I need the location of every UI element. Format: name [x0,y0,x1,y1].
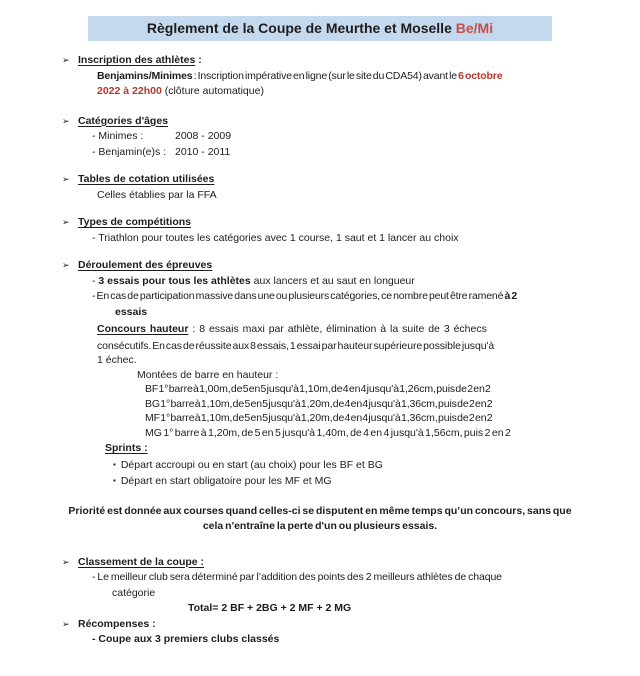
sprints-heading: Sprints : [105,442,148,454]
square-bullet-icon: ▪ [113,476,116,485]
height-bar-progression-mf: MF 1° barre à 1,10m, de 5 en 5 jusqu'à 1,20m, de 4 en 4 jusqu'à 1,36cm, puis de 2 en 2 [145,412,493,424]
inscription-body-line-1 [97,69,552,85]
heading-text: Déroulement des épreuves [78,259,213,271]
section-heading-cotation [62,172,640,188]
inscription-lead: Benjamins/Minimes [97,69,193,82]
hauteur-label: Concours hauteur [97,323,189,335]
item-bold: 3 essais pour tous les athlètes [98,274,251,287]
arrow-bullet-icon: ➢ [62,174,70,184]
arrow-bullet-icon: ➢ [62,55,70,65]
height-bar-progression-mg: MG 1° barre à 1,20m, de 5 en 5 jusqu'à 1,40m, de 4 en 4 jusqu'à 1,56cm, puis 2 en 2 [145,426,511,439]
heading-line [78,258,212,274]
item-text: - En cas de participation massive dans une ou plusieurs catégories, ce nombre peut être ramené [92,290,505,302]
recompenses-body: - Coupe aux 3 premiers clubs classés [92,633,280,645]
section-heading-inscription [62,53,640,69]
heading-text: Types de compétitions [78,216,191,228]
category-label: - Benjamin(e)s : [92,145,167,158]
title-bar [88,16,552,41]
arrow-bullet-icon: ➢ [62,618,70,629]
doc-title-accent: Be/Mi [455,20,494,36]
heading-text: Catégories d'âges [78,114,169,127]
classement-body-line-1: - Le meilleur club sera déterminé par l’addition des points des 2 meilleurs athlètes de chaque [92,571,502,583]
sprint-item-text: Départ en start obligatoire pour les MF et MG [120,475,332,487]
sprint-item-1 [113,457,640,474]
sprint-item-text: Départ accroupi ou en start (au choix) pour les BF et BG [120,458,383,471]
category-years: 2010 - 2011 [175,145,231,158]
category-row-minimes [92,129,640,145]
hauteur-paragraph-line-3: 1 échec. [97,354,137,366]
arrow-bullet-icon: ➢ [62,556,70,567]
hauteur-paragraph-line-2: consécutifs. En cas de réussite aux 8 essais, 1 essai par hauteur supérieure possible jusqu'à [97,339,495,352]
arrow-bullet-icon: ➢ [62,260,70,270]
montees-label: Montées de barre en hauteur : [137,368,279,381]
priority-note-line-2: cela n'entraîne la perte d'un ou plusieurs essais. [202,520,438,532]
item-rest: aux lancers et au saut en longueur [250,274,415,287]
hauteur-rest: : 8 essais maxi par athlète, élimination à la suite de 3 échecs [188,323,487,335]
heading-line [78,215,191,231]
hauteur-paragraph-line-1 [97,322,552,337]
total-formula: Total= 2 BF + 2BG + 2 MF + 2 MG [188,602,352,614]
square-bullet-icon: ▪ [113,459,116,469]
heading-line [78,53,202,69]
inscription-date-part2: 2022 à 22h00 [97,85,162,97]
deroulement-item-1 [92,274,580,290]
inscription-body-line-2 [97,84,552,100]
arrow-bullet-icon: ➢ [62,115,70,126]
sprint-item-2 [113,473,640,490]
section-heading-competitions [62,215,640,231]
classement-body-line-2: catégorie [112,586,156,599]
section-heading-deroulement [62,258,640,274]
heading-line [78,172,214,188]
section-heading-recompenses [62,617,640,633]
doc-title: Règlement de la Coupe de Meurthe et Moselle [146,20,456,36]
heading-text: Inscription des athlètes [78,54,196,66]
inscription-mid: : Inscription impérative en ligne (sur le site du CDA54) avant le [192,69,459,82]
height-bar-progression-bf: BF 1° barre à 1,00m, de 5 en 5 jusqu'à 1,10m, de 4 en 4 jusqu'à 1,26cm, puis de 2 en 2 [145,383,491,395]
category-row-benjamins [92,145,640,161]
priority-note-line-1: Priorité est donnée aux courses quand celles-ci se disputent en même temps qu’un concours, sans que [68,504,572,517]
cotation-body: Celles établies par la FFA [97,188,217,201]
inscription-tail: (clôture automatique) [161,85,264,97]
heading-text: Récompenses : [78,617,156,630]
heading-line [78,114,168,130]
section-heading-categories [62,114,640,130]
competitions-body: - Triathlon pour toutes les catégories avec 1 course, 1 saut et 1 lancer au choix [92,231,459,244]
item-prefix: - [92,274,99,287]
heading-line [78,617,156,633]
heading-text: Tables de cotation utilisées [78,173,215,185]
arrow-bullet-icon: ➢ [62,217,70,227]
section-heading-classement [62,555,640,571]
heading-text: Classement de la coupe : [78,555,205,568]
height-bar-progression-bg: BG 1° barre à 1,10m, de 5 en 5 jusqu'à 1,20m, de 4 en 4 jusqu'à 1,36cm, puis de 2 en 2 [145,397,493,410]
category-years: 2008 - 2009 [175,130,232,142]
inscription-date-part1: 6 octobre [458,69,503,82]
deroulement-item-2-line-2: essais [115,305,148,318]
item-bold: à 2 [504,290,518,302]
deroulement-item-2-line-1 [92,289,580,305]
heading-suffix: : [195,54,202,66]
category-label: - Minimes : [92,130,144,142]
heading-line [78,555,204,571]
